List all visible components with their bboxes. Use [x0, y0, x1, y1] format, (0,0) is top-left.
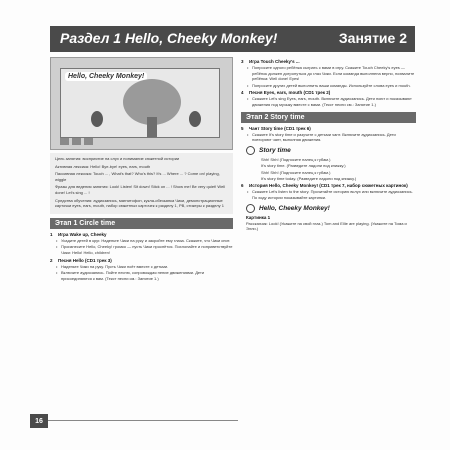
step-bullet: • Скажите Let's listen to the story. Прочитайте историю вслух или включите аудиозапись. По ходу истории показывайте картинки.	[247, 189, 413, 200]
section-circle-time: Этап 1 Circle time	[50, 218, 233, 229]
audio-icon	[246, 204, 255, 213]
unit-title: Раздел 1 Hello, Cheeky Monkey!	[60, 30, 278, 46]
step-title: 6 История Hello, Cheeky Monkey! (CD1 трек 7, набор сюжетных картинок)	[241, 183, 408, 189]
story-time-heading: Story time	[246, 146, 416, 155]
step-bullet: • Наденьте Чики на руку. Пусть Чики поёт вместе с детьми.	[56, 263, 169, 269]
page-header	[50, 26, 415, 52]
audio-icon	[246, 146, 255, 155]
picture-label: Картинка 1	[246, 214, 271, 220]
pause-icon[interactable]	[72, 138, 81, 145]
tree-trunk-illustration	[147, 117, 157, 137]
right-column	[241, 57, 416, 425]
step-bullet: • Скажите It's story time и разучите с детьми чант. Включите аудиозапись. Дети повторяют чант, выполняя движения.	[247, 131, 396, 143]
lesson-notes	[50, 153, 233, 214]
picture-text: Рассказчик: Look! (Укажите на свой глаз.) Tom and Ellie are playing. (Укажите на Тома и Элли.)	[246, 220, 407, 231]
step-bullet: • Включите аудиозапись. Пойте песню, сопровождая пение движениями. Дети присоединяются к вам. (Текст песни см.: Занятие 1.)	[56, 270, 205, 281]
chant-line: Shh! Shh! (Подносите палец к губам.)	[261, 156, 331, 162]
footer-divider	[48, 420, 238, 421]
note-phrases: Фразы для ведения занятия: Look! Listen! Sit down! Stick on ... ! Show me! Be very quiet! Well done! Let's sing ... !	[55, 184, 226, 195]
left-column	[50, 57, 233, 425]
note-materials: Средства обучения: аудиозапись, магнитофон, кукла-обезьянка Чики, демонстрационные карточки eyes, ears, mouth, набор сюжетных карточек к разделу 1, PB, стикеры к разделу 1	[55, 197, 224, 209]
chant-line: Shh! Shh! (Подносите палец к губам.)	[261, 169, 331, 175]
note-active-vocab: Активная лексика: Hello! Bye-bye! eyes, ears, mouth	[55, 163, 151, 169]
page-number: 16	[30, 414, 48, 428]
play-icon[interactable]	[60, 138, 69, 145]
note-passive-vocab: Пассивная лексика: Touch ... , What's that? Who's this? It's ... Where ... ? Come on! playing, wiggle	[55, 171, 220, 182]
step-title: 1 Игра Wake up, Cheeky	[50, 231, 107, 237]
step-bullet: • Скажите Let's sing Eyes, ears, mouth. Включите аудиозапись. Дети поют и показывают движения под музыку вместе с вами. (Текст песни см.: Занятие 1.)	[247, 96, 412, 107]
video-screen[interactable]	[60, 68, 220, 138]
step-bullet: • Усадите детей в круг. Наденьте Чики на руку и закройте ему глаза. Скажите, что Чики спит.	[56, 237, 231, 243]
step-bullet: • Попросите одного ребёнка сыграть с вами в игру. Скажите Touch Cheeky's eyes — ребёнок должен дотронуться до глаз Чики. Если команда выполнена верно, похвалите ребёнка: Well done! Eyes!	[247, 65, 415, 82]
character-illustration	[91, 111, 103, 127]
character-illustration	[189, 111, 201, 127]
chant-line: It's story time. (Разведите ладони под книжку.)	[261, 163, 346, 169]
step-title: 5 Чант Story time (CD1 трек 6)	[241, 125, 311, 131]
step-bullet: • Произнесите Hello, Cheeky! громко — пусть Чики проснётся. Похлопайте и поприветствуйте Чики: Hello! Hello, children!	[56, 244, 233, 255]
note-goal: Цель занятия: восприятие на слух и понимание сюжетной истории	[55, 156, 180, 161]
video-controls	[60, 138, 93, 145]
section-story-time: Этап 2 Story time	[241, 112, 416, 123]
step-title: 4 Песня Eyes, ears, mouth (CD1 трек 2)	[241, 90, 331, 96]
story-heading: Hello, Cheeky Monkey!	[246, 204, 416, 213]
video-title: Hello, Cheeky Monkey!	[65, 72, 147, 81]
chant-line: It's story time today. (Разведите ладони под книжку.)	[261, 175, 357, 181]
step-title: 3 Игра Touch Cheeky's ...	[241, 59, 300, 64]
lesson-title: Занятие 2	[338, 30, 407, 46]
step-bullet: • Попросите других детей выполнить ваши команды. Используйте слова eyes и mouth.	[247, 82, 411, 88]
video-player[interactable]	[50, 57, 233, 150]
step-title: 2 Песня Hello (CD1 трек 3)	[50, 257, 112, 263]
stop-icon[interactable]	[84, 138, 93, 145]
